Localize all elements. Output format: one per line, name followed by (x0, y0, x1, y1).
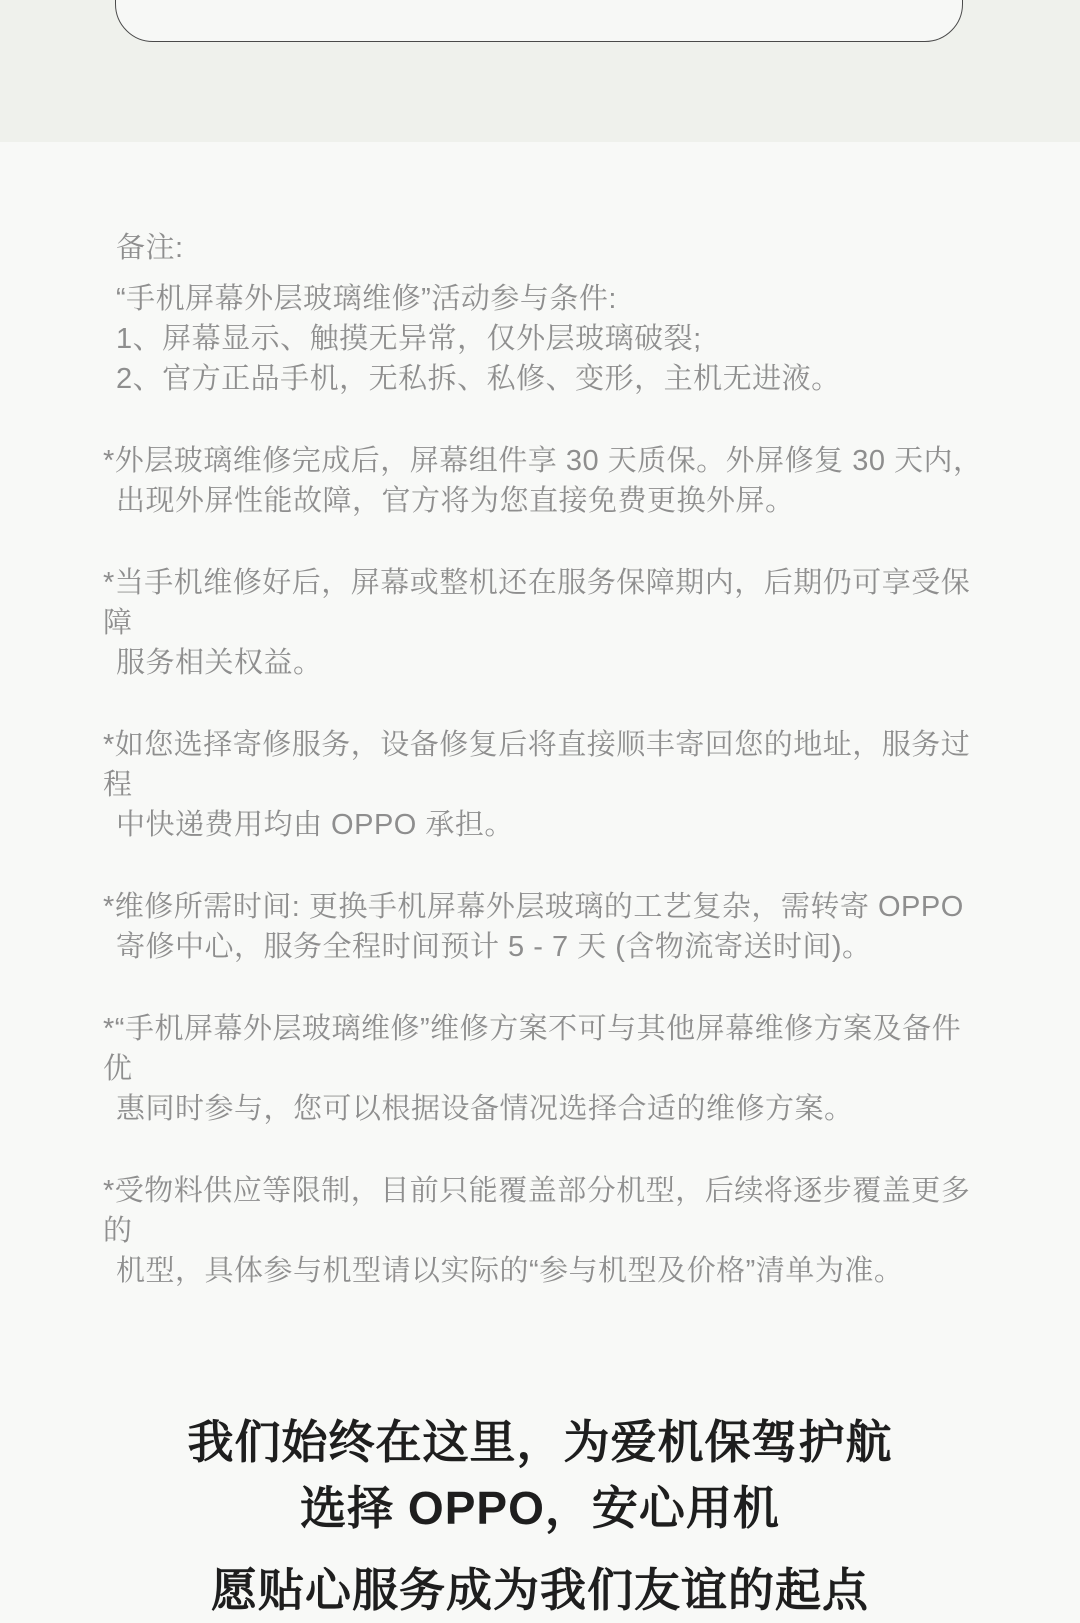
paragraph-line: *维修所需时间: 更换手机屏幕外层玻璃的工艺复杂，需转寄 OPPO (103, 891, 964, 923)
paragraph-line: 中快递费用均由 OPPO 承担。 (116, 809, 514, 841)
paragraph-line: *受物料供应等限制，目前只能覆盖部分机型，后续将逐步覆盖更多的 (103, 1175, 971, 1247)
paragraph-line: 服务相关权益。 (116, 647, 323, 679)
slogan-line-1: 我们始终在这里，为爱机保驾护航 (187, 1416, 893, 1468)
note-paragraph-exclusivity (103, 1009, 990, 1129)
note-paragraph-service-rights (103, 563, 990, 683)
condition-item-2: 2、官方正品手机，无私拆、私修、变形，主机无进液。 (116, 363, 841, 395)
paragraph-line: *外层玻璃维修完成后，屏幕组件享 30 天质保。外屏修复 30 天内， (103, 445, 983, 477)
top-band (0, 0, 1080, 142)
note-paragraph-repair-time (103, 887, 990, 967)
paragraph-line: 机型，具体参与机型请以实际的“参与机型及价格”清单为准。 (116, 1255, 904, 1287)
conditions-title: “手机屏幕外层玻璃维修”活动参与条件: (116, 283, 617, 315)
paragraph-line: *当手机维修好后，屏幕或整机还在服务保障期内，后期仍可享受保障 (103, 567, 971, 639)
top-card (115, 0, 963, 42)
note-paragraph-model-coverage (103, 1171, 990, 1291)
paragraph-line: *如您选择寄修服务，设备修复后将直接顺丰寄回您的地址，服务过程 (103, 729, 971, 801)
condition-item-1: 1、屏幕显示、触摸无异常，仅外层玻璃破裂; (116, 323, 702, 355)
notes-section (0, 142, 1080, 1623)
note-paragraph-mail-in (103, 725, 990, 845)
paragraph-line: 惠同时参与，您可以根据设备情况选择合适的维修方案。 (116, 1093, 854, 1125)
slogan-line-3: 愿贴心服务成为我们友谊的起点 (211, 1564, 869, 1616)
slogan-block (0, 1409, 1080, 1623)
notes-header: 备注: (116, 232, 184, 264)
slogan-line-2: 选择 OPPO，安心用机 (300, 1482, 780, 1534)
paragraph-line: 寄修中心，服务全程时间预计 5 - 7 天 (含物流寄送时间)。 (116, 931, 872, 963)
note-paragraph-warranty (103, 441, 990, 521)
paragraph-line: *“手机屏幕外层玻璃维修”维修方案不可与其他屏幕维修方案及备件优 (103, 1013, 962, 1085)
paragraph-line: 出现外屏性能故障，官方将为您直接免费更换外屏。 (116, 485, 795, 517)
